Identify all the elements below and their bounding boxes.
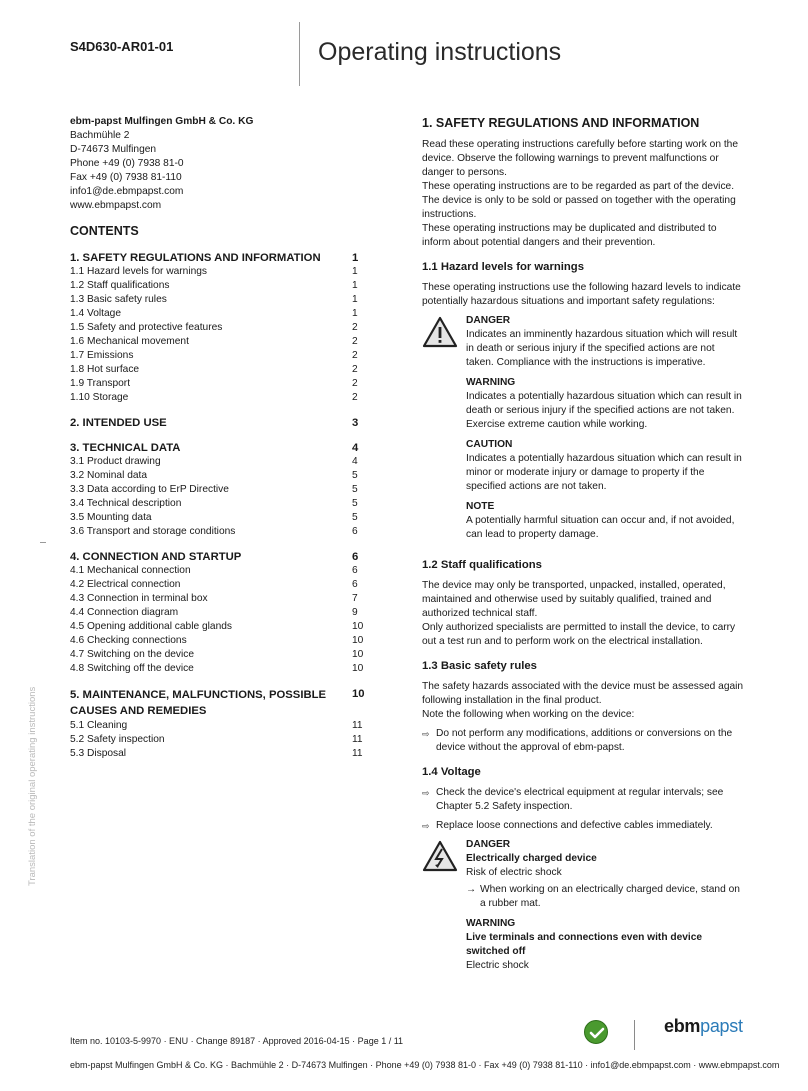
toc-item[interactable] [70, 606, 382, 620]
toc-item[interactable] [70, 662, 382, 676]
toc-item-page: 5 [352, 484, 358, 495]
hazard-caution-title: CAUTION [466, 439, 513, 450]
toc-item[interactable] [70, 747, 382, 761]
hazard-note [466, 500, 744, 542]
address-block [70, 115, 382, 213]
toc-item-page: 10 [352, 663, 364, 674]
section-1-4-heading: 1.4 Voltage [422, 766, 481, 778]
toc-item-label: 5.3 Disposal [70, 748, 127, 759]
toc-section-label: 2. INTENDED USE [70, 417, 167, 429]
toc-section[interactable] [70, 687, 382, 719]
toc-item-label: 3.6 Transport and storage conditions [70, 526, 236, 537]
toc-item-page: 10 [352, 621, 364, 632]
toc-item-label: 4.3 Connection in terminal box [70, 593, 208, 604]
toc-item-label: 4.7 Switching on the device [70, 649, 195, 660]
toc-item-label: 1.9 Transport [70, 378, 131, 389]
bullet-arrow-icon: ⇨ [422, 729, 430, 739]
voltage-warning-title: WARNING [466, 918, 516, 929]
toc-item[interactable] [70, 363, 382, 377]
toc-section-page: 4 [352, 442, 359, 454]
toc-item-page: 10 [352, 649, 364, 660]
toc-item[interactable] [70, 733, 382, 747]
toc-item[interactable] [70, 265, 382, 279]
toc-item-page: 11 [352, 734, 363, 745]
table-of-contents [70, 251, 382, 761]
section-1-1-heading: 1.1 Hazard levels for warnings [422, 261, 584, 273]
toc-item-label: 1.7 Emissions [70, 350, 134, 361]
toc-item[interactable] [70, 620, 382, 634]
voltage-hazards [422, 838, 744, 979]
toc-item-label: 1.8 Hot surface [70, 364, 140, 375]
left-column [70, 115, 382, 761]
section-1-1-paragraph: These operating instructions use the following hazard levels to indicate potentially hazardous situations and important safety regulations: [422, 282, 741, 307]
bullet-text: Check the device's electrical equipment at regular intervals; see Chapter 5.2 Safety inspection. [436, 787, 724, 812]
toc-item-label: 1.6 Mechanical movement [70, 336, 189, 347]
item-info: Item no. 10103-5-9970 · ENU · Change 89187 · Approved 2016-04-15 · Page 1 / 11 [70, 1036, 404, 1046]
toc-item[interactable] [70, 455, 382, 469]
toc-item-page: 1 [352, 280, 358, 291]
section-1-heading: 1. SAFETY REGULATIONS AND INFORMATION [422, 116, 700, 130]
page-title: Operating instructions [318, 38, 562, 66]
toc-item[interactable] [70, 511, 382, 525]
toc-item[interactable] [70, 469, 382, 483]
green-tech-badge-icon [584, 1020, 608, 1044]
toc-item-page: 2 [352, 350, 358, 361]
translation-note: Translation of the original operating instructions [27, 686, 38, 886]
right-column [422, 114, 744, 979]
header-divider [299, 22, 300, 86]
document-code: S4D630-AR01-01 [70, 39, 174, 54]
hazard-danger [466, 314, 744, 370]
voltage-danger-action-text: When working on an electrically charged device, stand on a rubber mat. [480, 884, 740, 909]
brand-logo-ebm: ebm [664, 1016, 701, 1036]
toc-item[interactable] [70, 483, 382, 497]
toc-item-page: 1 [352, 266, 358, 277]
address-city: D-74673 Mulfingen [70, 144, 157, 155]
toc-item-label: 3.3 Data according to ErP Directive [70, 484, 229, 495]
toc-item[interactable] [70, 497, 382, 511]
toc-item-page: 10 [352, 635, 364, 646]
toc-item-label: 3.2 Nominal data [70, 470, 148, 481]
voltage-danger [466, 838, 744, 911]
contents-title: CONTENTS [70, 224, 139, 238]
toc-section-page: 1 [352, 252, 359, 264]
toc-item[interactable] [70, 391, 382, 405]
hazard-danger-text: Indicates an imminently hazardous situation which will result in death or serious injury if the specified actions are not taken. Compliance with the instructions is imperative. [466, 329, 738, 368]
toc-section[interactable] [70, 550, 382, 564]
section-1-2-paragraph-1: The device may only be transported, unpacked, installed, operated, maintained and otherwise used by suitably qualified, trained and authorized technical staff. [422, 580, 726, 619]
toc-item-label: 1.2 Staff qualifications [70, 280, 170, 291]
hazard-caution-text: Indicates a potentially hazardous situation which can result in minor or moderate injury or damage to property if the specified actions are not taken. [466, 453, 742, 492]
toc-item-page: 1 [352, 294, 358, 305]
toc-item[interactable] [70, 321, 382, 335]
toc-item[interactable] [70, 634, 382, 648]
toc-item-label: 4.8 Switching off the device [70, 663, 194, 674]
checkmark-icon [585, 1021, 609, 1045]
toc-item[interactable] [70, 335, 382, 349]
toc-item-label: 4.4 Connection diagram [70, 607, 179, 618]
address-street: Bachmühle 2 [70, 130, 130, 141]
brand-logo [664, 1016, 743, 1036]
toc-item[interactable] [70, 592, 382, 606]
toc-item[interactable] [70, 293, 382, 307]
toc-section-page: 3 [352, 417, 359, 429]
voltage-danger-title: DANGER [466, 839, 511, 850]
hazard-levels [422, 314, 744, 548]
toc-item-page: 9 [352, 607, 358, 618]
toc-item-label: 1.10 Storage [70, 392, 129, 403]
address-company: ebm-papst Mulfingen GmbH & Co. KG [70, 116, 254, 127]
hazard-note-text: A potentially harmful situation can occur and, if not avoided, can lead to property damage. [466, 515, 735, 540]
toc-item-page: 2 [352, 364, 358, 375]
hazard-warning [466, 376, 744, 432]
address-phone: Phone +49 (0) 7938 81-0 [70, 158, 184, 169]
section-1-4-bullet-1 [422, 786, 744, 814]
toc-item-page: 2 [352, 378, 358, 389]
section-1-2-heading: 1.2 Staff qualifications [422, 559, 542, 571]
bullet-arrow-icon: ⇨ [422, 788, 430, 798]
toc-item-label: 4.2 Electrical connection [70, 579, 181, 590]
toc-item-label: 3.4 Technical description [70, 498, 182, 509]
toc-item-page: 1 [352, 308, 358, 319]
toc-section-label: 1. SAFETY REGULATIONS AND INFORMATION [70, 252, 321, 264]
toc-item-label: 4.1 Mechanical connection [70, 565, 191, 576]
brand-logo-papst: papst [700, 1016, 743, 1036]
toc-item-page: 5 [352, 470, 358, 481]
voltage-warning [466, 917, 744, 973]
toc-item-page: 7 [352, 593, 358, 604]
toc-section[interactable] [70, 251, 382, 265]
address-email[interactable]: info1@de.ebmpapst.com [70, 186, 184, 197]
bullet-text: Do not perform any modifications, additions or conversions on the device without the approval of ebm-papst. [436, 728, 733, 753]
toc-item[interactable] [70, 307, 382, 321]
section-1-2-paragraph-2: Only authorized specialists are permitted to install the device, to carry out a test run and to perform work on the electrical installation. [422, 622, 736, 647]
bullet-text: Replace loose connections and defective cables immediately. [436, 820, 713, 831]
section-1-paragraph-1: Read these operating instructions carefully before starting work on the device. Observe the following warnings to prevent malfunctions or danger to persons. [422, 139, 738, 178]
hazard-warning-title: WARNING [466, 377, 516, 388]
voltage-danger-risk: Risk of electric shock [466, 867, 562, 878]
toc-item[interactable] [70, 719, 382, 733]
toc-item-label: 5.1 Cleaning [70, 720, 128, 731]
section-1-3-heading: 1.3 Basic safety rules [422, 660, 537, 672]
warning-triangle-icon [422, 316, 458, 348]
voltage-warning-subtitle: Live terminals and connections even with device switched off [466, 932, 703, 957]
toc-item-label: 3.1 Product drawing [70, 456, 161, 467]
hazard-caution [466, 438, 744, 494]
toc-item-page: 6 [352, 579, 358, 590]
hazard-note-title: NOTE [466, 501, 495, 512]
bullet-arrow-icon: ⇨ [422, 821, 430, 831]
toc-item-page: 5 [352, 512, 358, 523]
section-1-3-paragraph-1: The safety hazards associated with the device must be assessed again following installation in the final product. [422, 681, 744, 706]
toc-item-page: 5 [352, 498, 358, 509]
toc-item-label: 5.2 Safety inspection [70, 734, 165, 745]
electric-shock-warning-icon [422, 840, 458, 872]
toc-item[interactable] [70, 279, 382, 293]
toc-section-label: 4. CONNECTION AND STARTUP [70, 551, 242, 563]
toc-item-label: 4.6 Checking connections [70, 635, 187, 646]
toc-item-page: 2 [352, 322, 358, 333]
toc-item-page: 11 [352, 720, 363, 731]
toc-item[interactable] [70, 525, 382, 539]
toc-item-page: 6 [352, 526, 358, 537]
toc-item[interactable] [70, 564, 382, 578]
section-1-3-paragraph-2: Note the following when working on the device: [422, 709, 635, 720]
margin-mark [40, 542, 46, 543]
voltage-danger-subtitle: Electrically charged device [466, 853, 597, 864]
logo-divider [634, 1020, 635, 1050]
address-fax: Fax +49 (0) 7938 81-110 [70, 172, 182, 183]
section-1-paragraph-2: These operating instructions are to be regarded as part of the device. The device is only to be sold or passed on together with the operating instructions. [422, 181, 736, 220]
toc-item-label: 1.3 Basic safety rules [70, 294, 167, 305]
address-web[interactable]: www.ebmpapst.com [70, 200, 162, 211]
company-footer: ebm-papst Mulfingen GmbH & Co. KG · Bachmühle 2 · D-74673 Mulfingen · Phone +49 (0) 7938 81-0 · Fax +49 (0) 7938 81-110 · info1@de.ebmpapst.com · www.ebmpapst.com [70, 1060, 780, 1070]
section-1-paragraph-3: These operating instructions may be duplicated and distributed to inform about potential dangers and their prevention. [422, 223, 717, 248]
toc-item[interactable] [70, 377, 382, 391]
toc-section-page: 6 [352, 551, 359, 563]
section-1-3-bullet [422, 727, 744, 755]
toc-item[interactable] [70, 648, 382, 662]
toc-item-page: 2 [352, 336, 358, 347]
toc-item-label: 1.5 Safety and protective features [70, 322, 223, 333]
right-arrow-icon: → [466, 884, 477, 895]
toc-item-page: 6 [352, 565, 358, 576]
toc-item[interactable] [70, 349, 382, 363]
toc-section[interactable] [70, 441, 382, 455]
toc-item-page: 2 [352, 392, 358, 403]
toc-item[interactable] [70, 578, 382, 592]
toc-item-label: 4.5 Opening additional cable glands [70, 621, 232, 632]
toc-item-label: 3.5 Mounting data [70, 512, 152, 523]
section-1-4-bullet-2 [422, 819, 744, 833]
toc-section-label: 3. TECHNICAL DATA [70, 442, 181, 454]
hazard-warning-text: Indicates a potentially hazardous situation which can result in death or serious injury if the specified actions are not taken. Exercise extreme caution while working. [466, 391, 742, 430]
toc-item-label: 1.4 Voltage [70, 308, 121, 319]
toc-item-label: 1.1 Hazard levels for warnings [70, 266, 208, 277]
voltage-danger-action [466, 883, 744, 911]
toc-item-page: 11 [352, 748, 363, 759]
toc-section[interactable] [70, 416, 382, 430]
voltage-warning-risk: Electric shock [466, 960, 529, 971]
toc-section-label: 5. MAINTENANCE, MALFUNCTIONS, POSSIBLE CAUSES AND REMEDIES [70, 689, 327, 717]
hazard-danger-title: DANGER [466, 315, 511, 326]
toc-item-page: 4 [352, 456, 358, 467]
toc-section-page: 10 [352, 688, 365, 700]
